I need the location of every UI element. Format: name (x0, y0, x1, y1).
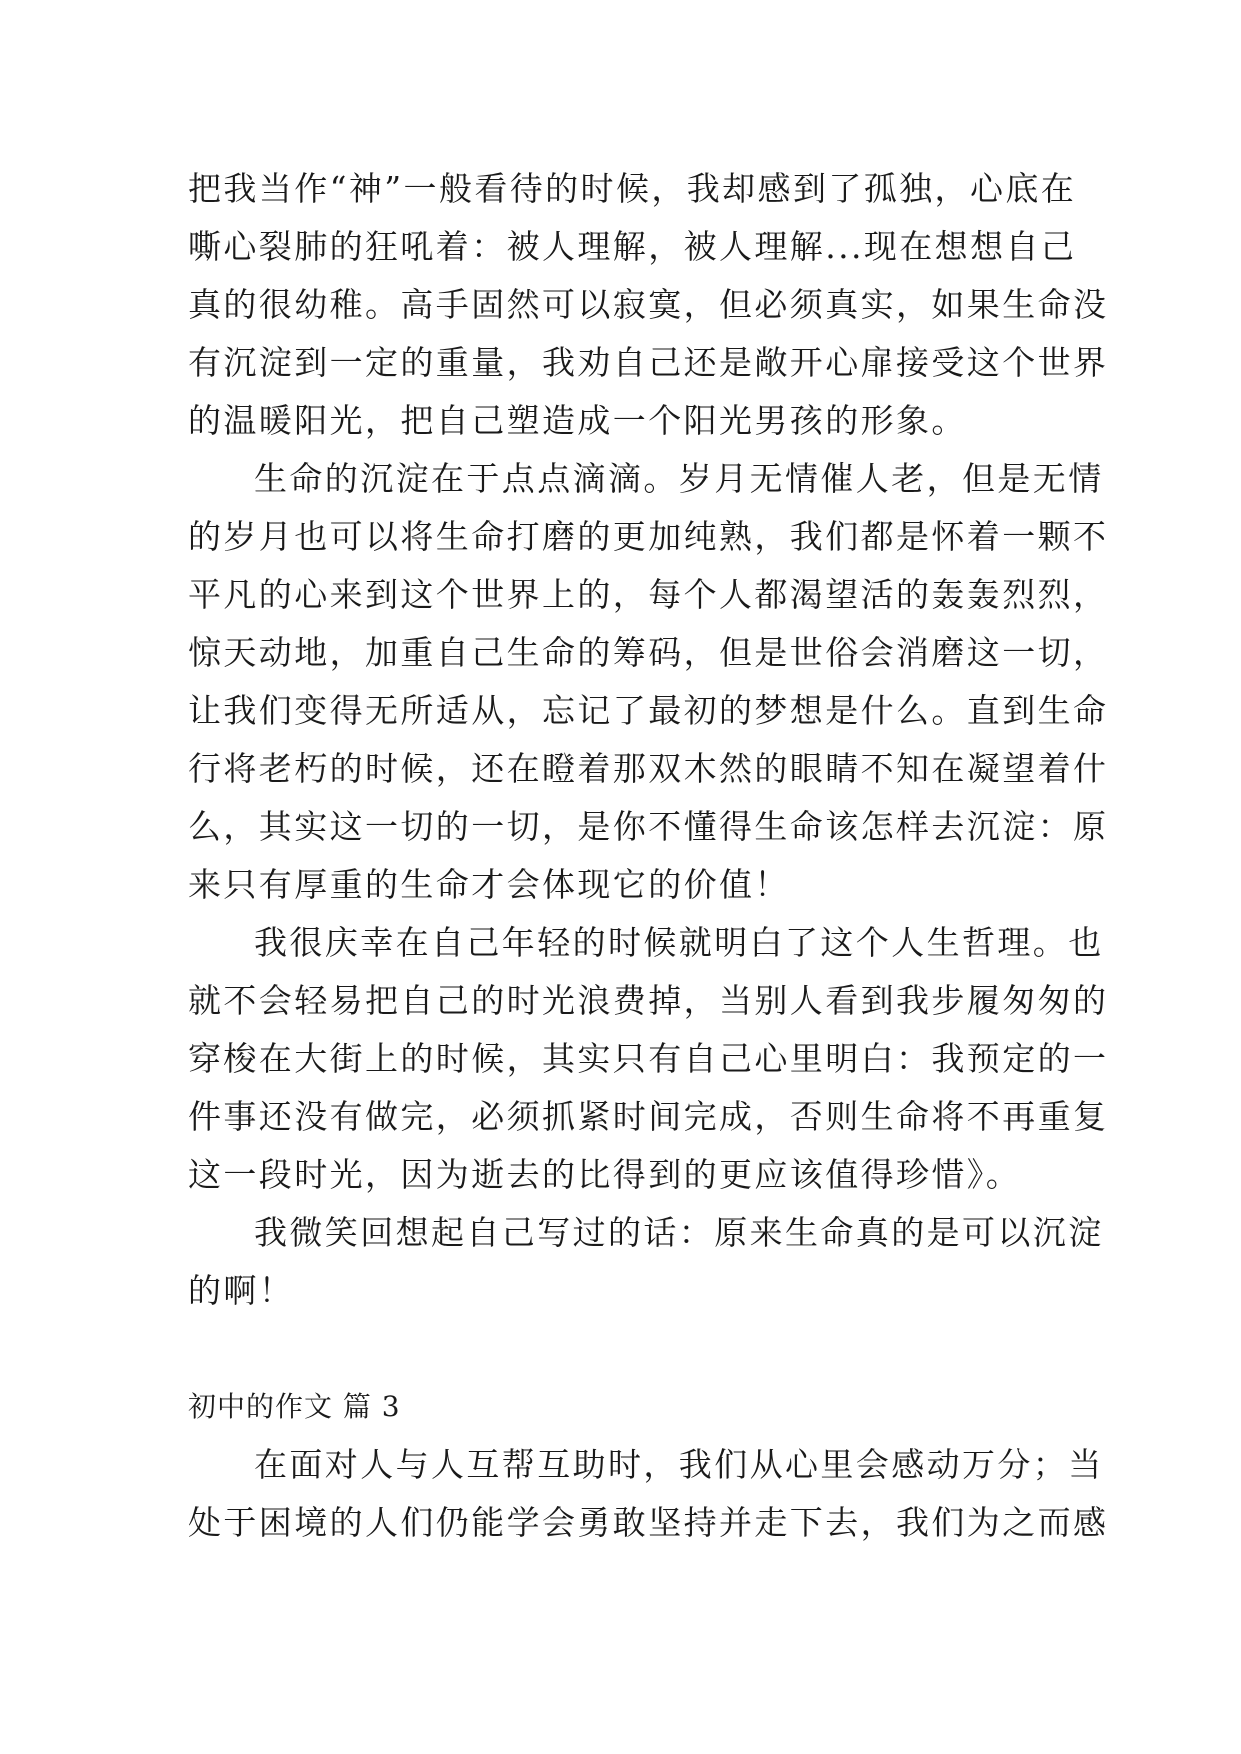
text-line: 我很庆幸在自己年轻的时候就明白了这个人生哲理。也 (254, 923, 1104, 962)
text-line: 就不会轻易把自己的时光浪费掉，当别人看到我步履匆匆的 (188, 981, 1109, 1020)
text-line: 嘶心裂肺的狂吼着：被人理解，被人理解...现在想想自己 (188, 227, 1077, 266)
paragraph-2 (188, 450, 1109, 914)
text-line: 穿梭在大街上的时候，其实只有自己心里明白：我预定的一 (188, 1039, 1109, 1078)
text-line: 真的很幼稚。高手固然可以寂寞，但必须真实，如果生命没 (188, 285, 1109, 324)
text-line: 来只有厚重的生命才会体现它的价值！ (188, 865, 790, 904)
document-page (188, 160, 1109, 1552)
text-line: 在面对人与人互帮互助时，我们从心里会感动万分；当 (254, 1445, 1104, 1484)
paragraph-3 (188, 914, 1109, 1204)
text-line: 的啊！ (188, 1271, 295, 1310)
paragraph-1 (188, 160, 1109, 450)
section-heading: 初中的作文 篇 3 (188, 1390, 401, 1423)
text-line: 生命的沉淀在于点点滴滴。岁月无情催人老，但是无情 (254, 459, 1104, 498)
paragraph-4 (188, 1204, 1104, 1320)
text-line: 我微笑回想起自己写过的话：原来生命真的是可以沉淀 (254, 1213, 1104, 1252)
text-line: 惊天动地，加重自己生命的筹码，但是世俗会消磨这一切， (188, 633, 1109, 672)
text-line: 这一段时光，因为逝去的比得到的更应该值得珍惜》。 (188, 1155, 1022, 1194)
section-paragraph (188, 1436, 1109, 1552)
text-line: 么，其实这一切的一切，是你不懂得生命该怎样去沉淀：原 (188, 807, 1109, 846)
text-line: 让我们变得无所适从，忘记了最初的梦想是什么。直到生命 (188, 691, 1109, 730)
text-line: 把我当作“神”一般看待的时候，我却感到了孤独，心底在 (188, 169, 1077, 208)
text-line: 有沉淀到一定的重量，我劝自己还是敞开心扉接受这个世界 (188, 343, 1109, 382)
text-line: 的岁月也可以将生命打磨的更加纯熟，我们都是怀着一颗不 (188, 517, 1109, 556)
blank-line (188, 1320, 1058, 1378)
text-line: 处于困境的人们仍能学会勇敢坚持并走下去，我们为之而感 (188, 1503, 1109, 1542)
text-line: 行将老朽的时候，还在瞪着那双木然的眼睛不知在凝望着什 (188, 749, 1109, 788)
text-line: 的温暖阳光，把自己塑造成一个阳光男孩的形象。 (188, 401, 967, 440)
text-line: 平凡的心来到这个世界上的，每个人都渴望活的轰轰烈烈， (188, 575, 1109, 614)
text-line: 件事还没有做完，必须抓紧时间完成，否则生命将不再重复 (188, 1097, 1109, 1136)
